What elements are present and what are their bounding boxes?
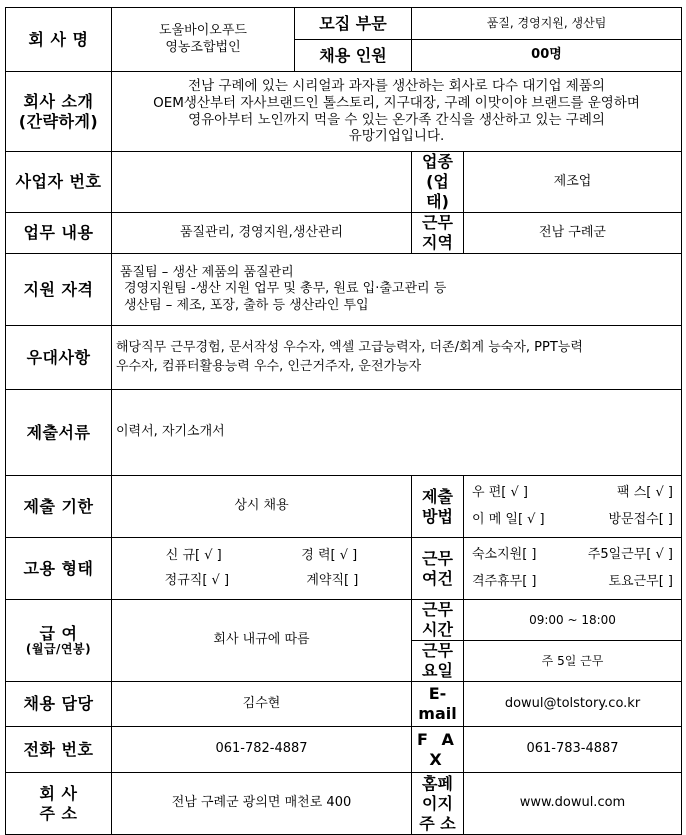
option-housing[interactable]: 숙소지원[ ] bbox=[472, 547, 537, 563]
salary-label bbox=[6, 600, 112, 682]
salary-label-line1: 급 여 bbox=[39, 623, 78, 643]
deadline-value: 상시 채용 bbox=[112, 476, 412, 538]
phone-value: 061-782-4887 bbox=[112, 727, 412, 773]
work-hours-label: 근무 시간 bbox=[412, 600, 464, 641]
option-saturday[interactable]: 토요근무[ ] bbox=[608, 573, 673, 589]
work-conditions-label: 근무 여건 bbox=[412, 538, 464, 600]
address-label-line2: 주 소 bbox=[39, 803, 78, 823]
company-name-line1: 도울바이오푸드 bbox=[159, 23, 247, 39]
work-days-value: 주 5일 근무 bbox=[464, 641, 682, 682]
company-name-value bbox=[112, 8, 295, 72]
option-contract[interactable]: 계약직[ ] bbox=[306, 573, 359, 588]
employment-type-label: 고용 형태 bbox=[6, 538, 112, 600]
option-fax[interactable]: 팩 스[ √ ] bbox=[617, 485, 673, 501]
recruit-field-value: 품질, 경영지원, 생산팀 bbox=[412, 8, 682, 40]
company-name-line2: 영농조합법인 bbox=[165, 39, 241, 55]
homepage-value[interactable]: www.dowul.com bbox=[464, 773, 682, 835]
qualification-line: 생산팀 – 제조, 포장, 출하 등 생산라인 투입 bbox=[124, 297, 369, 313]
employment-type-options bbox=[112, 538, 412, 600]
intro-text-line: OEM생산부터 자사브랜드인 톨스토리, 지구대장, 구례 이맛이야 브랜드를 운영하며 bbox=[153, 94, 640, 111]
option-experienced[interactable]: 경 력[ √ ] bbox=[301, 547, 358, 563]
preference-line: 해당직무 근무경험, 문서작성 우수자, 엑셀 고급능력자, 더존/회계 능숙자, PPT능력 bbox=[116, 339, 583, 355]
industry-value: 제조업 bbox=[464, 152, 682, 213]
recruit-field-label: 모집 부문 bbox=[295, 8, 412, 40]
phone-label: 전화 번호 bbox=[6, 727, 112, 773]
option-five-day[interactable]: 주5일근무[ √ ] bbox=[587, 547, 673, 563]
intro-label-line1: 회사 소개 bbox=[23, 91, 94, 111]
preference-line: 우수자, 컴퓨터활용능력 우수, 인근거주자, 운전가능자 bbox=[116, 358, 422, 374]
deadline-label: 제출 기한 bbox=[6, 476, 112, 538]
homepage-label bbox=[412, 773, 464, 835]
work-conditions-options bbox=[464, 538, 682, 600]
manager-label: 채용 담당 bbox=[6, 682, 112, 727]
option-visit[interactable]: 방문접수[ ] bbox=[608, 511, 673, 527]
address-value: 전남 구례군 광의면 매천로 400 bbox=[112, 773, 412, 835]
documents-value: 이력서, 자기소개서 bbox=[112, 390, 682, 476]
qualification-label: 지원 자격 bbox=[6, 254, 112, 326]
qualification-line: 품질팀 – 생산 제품의 품질관리 bbox=[120, 265, 294, 281]
location-label: 근무지역 bbox=[412, 213, 464, 254]
email-value[interactable]: dowul@tolstory.co.kr bbox=[464, 682, 682, 727]
homepage-label-line2: 주 소 bbox=[419, 813, 456, 833]
option-mail[interactable]: 우 편[ √ ] bbox=[472, 485, 528, 501]
option-email[interactable]: 이 메 일[ √ ] bbox=[472, 511, 545, 527]
address-label-line1: 회 사 bbox=[39, 783, 78, 803]
fax-label: F A X bbox=[412, 727, 464, 773]
email-label: E-mail bbox=[412, 682, 464, 727]
submit-method-options bbox=[464, 476, 682, 538]
preference-label: 우대사항 bbox=[6, 326, 112, 390]
duty-value: 품질관리, 경영지원,생산관리 bbox=[112, 213, 412, 254]
homepage-label-line1: 홈페이지 bbox=[422, 773, 453, 813]
qualification-text bbox=[112, 254, 682, 326]
salary-label-line2: (월급/연봉) bbox=[25, 641, 92, 656]
industry-label: 업종(업태) bbox=[412, 152, 464, 213]
preference-text bbox=[112, 326, 682, 390]
submit-method-label: 제출 방법 bbox=[412, 476, 464, 538]
duty-label: 업무 내용 bbox=[6, 213, 112, 254]
work-hours-value: 09:00 ~ 18:00 bbox=[464, 600, 682, 641]
option-biweekly-off[interactable]: 격주휴무[ ] bbox=[472, 573, 537, 589]
intro-label bbox=[6, 72, 112, 152]
job-posting-form bbox=[5, 7, 682, 835]
company-name-label: 회 사 명 bbox=[6, 8, 112, 72]
intro-text-line: 유망기업입니다. bbox=[348, 128, 445, 145]
headcount-label: 채용 인원 bbox=[295, 40, 412, 72]
intro-text-line: 전남 구례에 있는 시리얼과 과자를 생산하는 회사로 다수 대기업 제품의 bbox=[188, 77, 605, 94]
qualification-line: 경영지원팀 -생산 지원 업무 및 총무, 원료 입·출고관리 등 bbox=[124, 281, 447, 297]
intro-text-line: 영유아부터 노인까지 먹을 수 있는 온가족 간식을 생산하고 있는 구례의 bbox=[188, 111, 605, 128]
option-permanent[interactable]: 정규직[ √ ] bbox=[164, 573, 230, 588]
business-reg-label: 사업자 번호 bbox=[6, 152, 112, 213]
headcount-value: 00명 bbox=[412, 40, 682, 72]
manager-value: 김수현 bbox=[112, 682, 412, 727]
salary-value: 회사 내규에 따름 bbox=[112, 600, 412, 682]
location-value: 전남 구례군 bbox=[464, 213, 682, 254]
business-reg-value bbox=[112, 152, 412, 213]
documents-label: 제출서류 bbox=[6, 390, 112, 476]
intro-label-line2: (간략하게) bbox=[18, 111, 99, 131]
fax-value: 061-783-4887 bbox=[464, 727, 682, 773]
option-new[interactable]: 신 규[ √ ] bbox=[165, 547, 222, 563]
address-label bbox=[6, 773, 112, 835]
intro-text bbox=[112, 72, 682, 152]
work-days-label: 근무 요일 bbox=[412, 641, 464, 682]
